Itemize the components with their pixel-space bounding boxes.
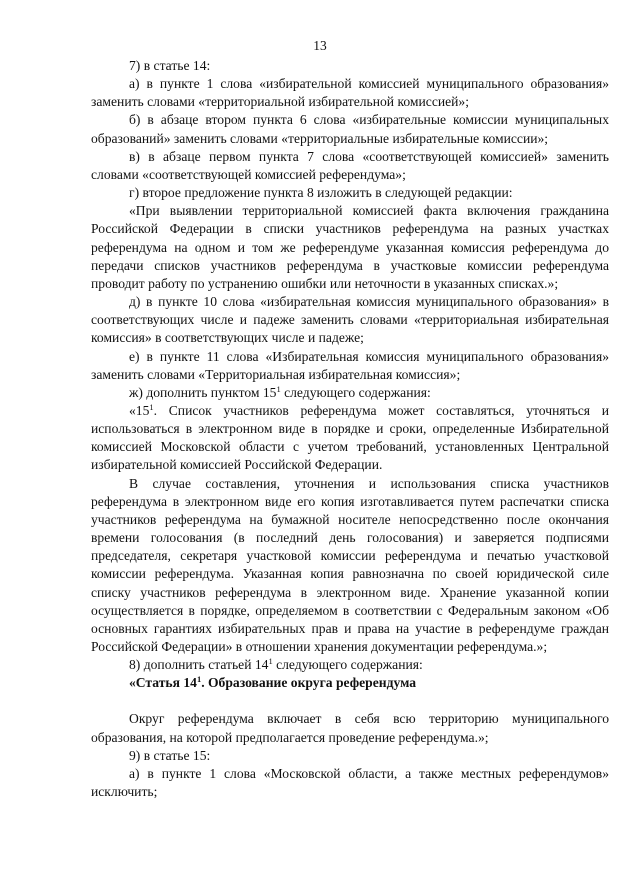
- text-run: . Список участников референдума может составляться, уточняться и использоваться в электронном виде в порядке и сроки, определенные Избирательной комиссией Московской области с учетом требований, установленных Центральной избирательной комиссией Российской Федерации.: [91, 402, 609, 473]
- paragraph-8: [91, 656, 609, 674]
- paragraph-7g: г) второе предложение пункта 8 изложить в следующей редакции:: [129, 185, 513, 201]
- superscript: 1: [276, 383, 281, 394]
- superscript: 1: [149, 401, 154, 412]
- paragraph-quote-8: «При выявлении территориальной комиссией факта включения гражданина Российской Федерации в списки участников референдума на разных участках референдума на одном и том же референдуме указанная комиссия референдума до передачи списков участников референдума в участковые комиссии референдума проводит работу по устранению ошибки или неточности в указанных списках.»;: [91, 203, 609, 291]
- paragraph-electronic-copy: В случае составления, уточнения и использования списка участников референдума в электронном виде его копия изготавливается путем распечатки списка участников референдума на бумажной носителе непосредственно после окончания времени голосования (в последний день голосования) и заверяется подписями председателя, секретаря участковой комиссии референдума и печатью участковой комиссии референдума. Указанная копия равнозначна по своей юридической силе списку участников референдума в электронном виде. Хранение указанной копии осуществляется в порядке, определяемом в соответствии с Федеральным законом «Об основных гарантиях избирательных прав и права на участие в референдуме граждан Российской Федерации» в отношении хранения документации референдума.»;: [91, 475, 609, 654]
- text-run: . Образование округа референдума: [201, 675, 417, 691]
- superscript: 1: [268, 656, 273, 667]
- spacer: [91, 692, 609, 710]
- paragraph-7b: б) в абзаце втором пункта 6 слова «избирательные комиссии муниципальных образований» заменить словами «территориальные избирательные комиссии»;: [91, 112, 609, 146]
- document-body: [91, 57, 609, 801]
- paragraph-7: 7) в статье 14:: [129, 58, 211, 73]
- paragraph-7e: е) в пункте 11 слова «Избирательная комиссия муниципального образования» заменить словами «Территориальная избирательная комиссия»;: [91, 348, 609, 382]
- text-run: «15: [129, 402, 150, 418]
- paragraph-9: 9) в статье 15:: [129, 747, 211, 763]
- text-run: следующего содержания:: [272, 657, 423, 673]
- paragraph-okrug: Округ референдума включает в себя всю территорию муниципального образования, на которой предполагается проведение референдума.»;: [91, 711, 609, 745]
- text-run: «Статья 14: [129, 675, 197, 691]
- text-run: 8) дополнить статьей 14: [129, 657, 269, 673]
- paragraph-7zh: [91, 384, 609, 402]
- text-run: следующего содержания:: [280, 384, 431, 400]
- paragraph-9a: а) в пункте 1 слова «Московской области, а также местных референдумов» исключить;: [91, 765, 609, 800]
- paragraph-7a: а) в пункте 1 слова «избирательной комиссией муниципального образования» заменить словами «территориальной избирательной комиссией»;: [91, 76, 609, 110]
- page-number: 13: [313, 38, 327, 53]
- text-run: ж) дополнить пунктом 15: [129, 384, 277, 400]
- article-heading: [91, 674, 609, 692]
- paragraph-15-1: [91, 402, 609, 475]
- paragraph-7v: в) в абзаце первом пункта 7 слова «соответствующей комиссией» заменить словами «соответствующей комиссией референдума»;: [91, 148, 609, 182]
- paragraph-7d: д) в пункте 10 слова «избирательная комиссия муниципального образования» в соответствующих числе и падеже заменить словами «территориальная избирательная комиссия» в соответствующих числе и падеже;: [91, 294, 609, 346]
- superscript: 1: [196, 674, 202, 685]
